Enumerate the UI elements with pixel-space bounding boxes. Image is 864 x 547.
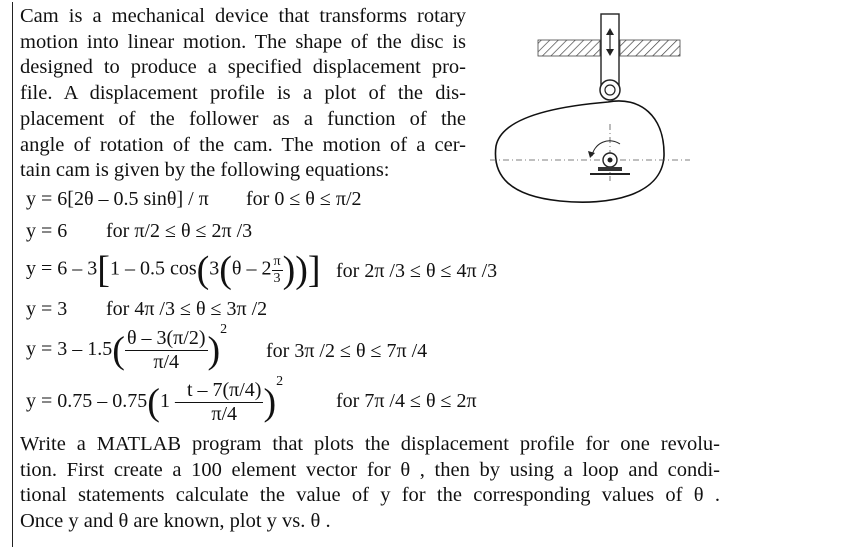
equation-3-pi-denominator: 3 xyxy=(273,270,281,286)
equation-3: y = 6 – 3[1 – 0.5 cos(3(θ – 2 $\frac{\pi}{3}$ ))] xyxy=(26,249,321,291)
equation-3-inner-a: 1 – 0.5 cos xyxy=(109,257,197,280)
equation-6-denominator: π/4 xyxy=(211,402,238,425)
intro-line: Cam is a mechanical device that transforms rotary xyxy=(20,5,466,27)
equation-5-condition: for 3π /2 ≤ θ ≤ 7π /4 xyxy=(266,340,428,362)
equation-5: y = 3 – 1.5( $\frac{\theta - 3(\pi/2)}{\pi/4}$ )$^2$ xyxy=(26,322,228,373)
equation-3-inner-b: 3 xyxy=(209,257,220,280)
equation-4 xyxy=(26,298,67,321)
intro-line: file. A displacement profile is a plot of the dis- xyxy=(20,82,466,105)
equation-4-condition: for 4π /3 ≤ θ ≤ 3π /2 xyxy=(106,298,268,320)
equation-5-denominator: π/4 xyxy=(153,350,180,373)
intro-line: angle of rotation of the cam. The motion of a cer- xyxy=(20,133,466,156)
left-border-line xyxy=(12,2,13,547)
outro-line: tional statements calculate the value of y for the corresponding values of θ . xyxy=(20,484,720,507)
intro-line: placement of the follower as a function of the xyxy=(20,107,466,130)
equation-1 xyxy=(26,188,209,211)
equation-6-numerator: t – 7(π/4) xyxy=(186,378,262,401)
intro-line: tain cam is given by the following equations: xyxy=(20,159,390,182)
equation-6-exponent: 2 xyxy=(276,374,284,389)
equation-6-one: 1 – xyxy=(159,390,185,412)
cam-disc xyxy=(495,101,664,202)
equation-6-prefix: y = 0.75 – 0.75 xyxy=(26,390,148,412)
cam-diagram xyxy=(490,6,690,206)
equation-2-condition: for π/2 ≤ θ ≤ 2π /3 xyxy=(106,220,253,242)
equation-3-prefix: y = 6 – 3 xyxy=(26,257,98,280)
equation-1-expression: y = 6[2θ – 0.5 sinθ] / π xyxy=(26,188,209,210)
equation-2-expression: y = 6 xyxy=(26,220,68,242)
left-guide-wall xyxy=(538,40,600,56)
equation-3-inner-c: θ – 2 xyxy=(231,257,272,280)
equation-5-prefix: y = 3 – 1.5 xyxy=(26,338,113,360)
equation-6: y = 0.75 – 0.75(1 – $\frac{t - 7(\pi/4)}{\pi/4}$ )$^2$ xyxy=(26,374,284,425)
intro-paragraph xyxy=(20,4,466,184)
outro-line: Write a MATLAB program that plots the displacement profile for one revolu- xyxy=(20,433,720,455)
equation-4-expression: y = 3 xyxy=(26,298,68,320)
outro-line: tion. First create a 100 element vector for θ , then by using a loop and condi- xyxy=(20,458,720,481)
equation-1-condition: for 0 ≤ θ ≤ π/2 xyxy=(246,188,362,210)
outro-line: Once y and θ are known, plot y vs. θ . xyxy=(20,510,331,533)
equation-5-exponent: 2 xyxy=(220,322,228,337)
equation-6-condition: for 7π /4 ≤ θ ≤ 2π xyxy=(336,390,477,412)
equation-3-pi-numerator: π xyxy=(273,253,281,269)
equation-2 xyxy=(26,220,67,243)
equation-5-numerator: θ – 3(π/2) xyxy=(126,326,206,349)
right-guide-wall xyxy=(620,40,680,56)
intro-line: designed to produce a specified displacement pro- xyxy=(20,56,466,79)
equation-3-condition: for 2π /3 ≤ θ ≤ 4π /3 xyxy=(336,260,498,282)
instructions-paragraph xyxy=(20,432,720,535)
intro-line: motion into linear motion. The shape of the disc is xyxy=(20,30,466,53)
